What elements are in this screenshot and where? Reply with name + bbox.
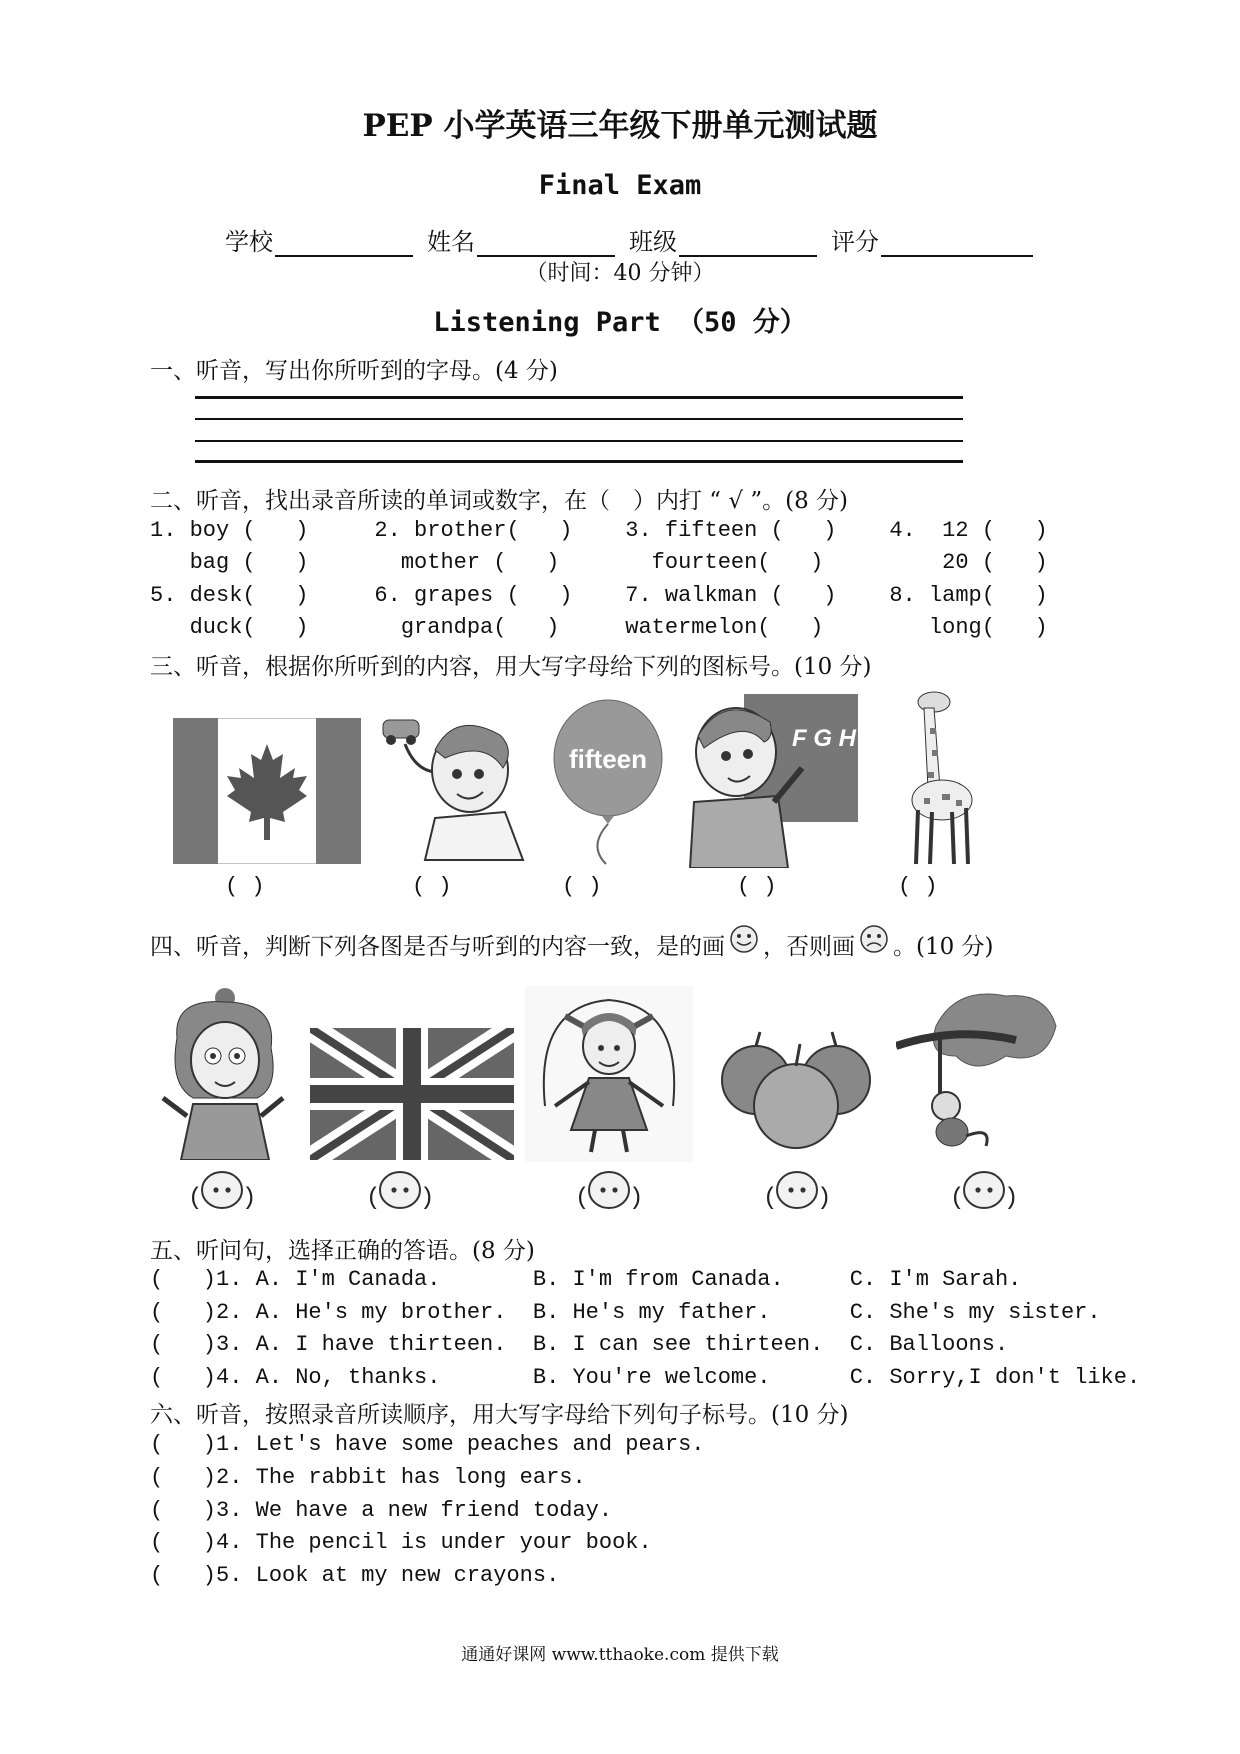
class-blank[interactable] [679, 231, 817, 257]
class-label: 班级 [629, 228, 677, 256]
svg-text:): ) [817, 1185, 831, 1212]
face-answer[interactable] [186, 1170, 256, 1212]
section-4-title-part: 。(10 分) [893, 934, 994, 960]
sentence-row: ( )3. We have a new friend today. [150, 1498, 613, 1523]
section-3-title: 三、听音，根据你所听到的内容，用大写字母给下列的图标号。(10 分) [150, 654, 872, 680]
face-answer[interactable] [364, 1170, 434, 1212]
face-answer[interactable] [573, 1170, 643, 1212]
boy-at-blackboard-image [674, 692, 860, 868]
uk-flag-image [310, 1028, 514, 1160]
blackboard-text: F G H [792, 725, 856, 752]
exam-subtitle: Final Exam [538, 170, 702, 201]
school-blank[interactable] [275, 231, 413, 257]
name-blank[interactable] [477, 231, 615, 257]
page-title: PEP 小学英语三年级下册单元测试题 [362, 108, 878, 144]
word-choice-row: bag ( ) mother ( ) fourteen( ) 20 ( ) [150, 550, 1048, 575]
section-4-title [150, 928, 994, 961]
svg-text:): ) [242, 1185, 256, 1212]
canada-flag-image [173, 718, 361, 864]
svg-text:(: ( [188, 1185, 203, 1212]
sentence-row: ( )4. The pencil is under your book. [150, 1530, 652, 1555]
sentence-row: ( )1. Let's have some peaches and pears. [150, 1432, 705, 1457]
school-label: 学校 [225, 228, 273, 256]
score-label: 评分 [831, 228, 879, 256]
blank-face-icon [364, 1170, 434, 1212]
section-4-title-part: ，否则画 [763, 934, 855, 960]
girl-jumping-rope-image [525, 986, 693, 1162]
apples-image [714, 1024, 878, 1158]
score-blank[interactable] [881, 231, 1033, 257]
face-answer[interactable] [948, 1170, 1018, 1212]
section-2-title: 二、听音，找出录音所读的单词或数字，在（ ）内打 “ √ ”。(8 分) [150, 488, 848, 514]
svg-text:(: ( [950, 1185, 965, 1212]
section-4-title-part: 四、听音，判断下列各图是否与听到的内容一致，是的画 [150, 934, 725, 960]
word-choice-row: duck( ) grandpa( ) watermelon( ) long( ) [150, 615, 1048, 640]
svg-text:(: ( [575, 1185, 590, 1212]
writing-line[interactable] [195, 460, 963, 463]
footer-credit: 通通好课网 www.tthaoke.com 提供下载 [461, 1645, 779, 1665]
balloon-image [548, 696, 668, 866]
section-1-title: 一、听音，写出你所听到的字母。(4 分) [150, 358, 558, 384]
girl-waving-image [153, 988, 293, 1160]
sad-face-icon [857, 924, 891, 954]
answer-paren[interactable]: ( ) [412, 874, 452, 899]
answer-paren[interactable]: ( ) [737, 874, 777, 899]
blank-face-icon [761, 1170, 831, 1212]
writing-line[interactable] [195, 396, 963, 399]
smiley-face-icon [727, 924, 761, 954]
monkey-on-branch-image [896, 986, 1060, 1152]
blank-face-icon [573, 1170, 643, 1212]
answer-paren[interactable]: ( ) [225, 874, 265, 899]
svg-text:): ) [629, 1185, 643, 1212]
part-heading: Listening Part （50 分） [433, 307, 807, 338]
name-label: 姓名 [427, 228, 475, 256]
svg-text:(: ( [366, 1185, 381, 1212]
time-limit: （时间：40 分钟） [525, 261, 715, 286]
word-choice-row: 1. boy ( ) 2. brother( ) 3. fifteen ( ) 4. 12 ( ) [150, 518, 1048, 543]
answer-paren[interactable]: ( ) [898, 874, 938, 899]
question-row: ( )4. A. No, thanks. B. You're welcome. C. Sorry,I don't like. [150, 1365, 1141, 1390]
face-answer[interactable] [761, 1170, 831, 1212]
svg-text:): ) [420, 1185, 434, 1212]
writing-line[interactable] [195, 440, 963, 442]
sentence-row: ( )2. The rabbit has long ears. [150, 1465, 586, 1490]
svg-text:(: ( [763, 1185, 778, 1212]
section-5-title: 五、听问句，选择正确的答语。(8 分) [150, 1238, 535, 1264]
writing-line[interactable] [195, 418, 963, 420]
balloon-text: fifteen [569, 744, 647, 774]
svg-text:): ) [1004, 1185, 1018, 1212]
student-info-fields [225, 222, 1047, 257]
sentence-row: ( )5. Look at my new crayons. [150, 1563, 560, 1588]
question-row: ( )3. A. I have thirteen. B. I can see thirteen. C. Balloons. [150, 1332, 1009, 1357]
question-row: ( )1. A. I'm Canada. B. I'm from Canada. C. I'm Sarah. [150, 1267, 1022, 1292]
blank-face-icon [948, 1170, 1018, 1212]
word-choice-row: 5. desk( ) 6. grapes ( ) 7. walkman ( ) 8. lamp( ) [150, 583, 1048, 608]
answer-paren[interactable]: ( ) [562, 874, 602, 899]
section-6-title: 六、听音，按照录音所读顺序，用大写字母给下列句子标号。(10 分) [150, 1402, 849, 1428]
boy-with-car-image [375, 700, 535, 866]
blank-face-icon [186, 1170, 256, 1212]
question-row: ( )2. A. He's my brother. B. He's my father. C. She's my sister. [150, 1300, 1101, 1325]
giraffe-image [898, 688, 980, 866]
